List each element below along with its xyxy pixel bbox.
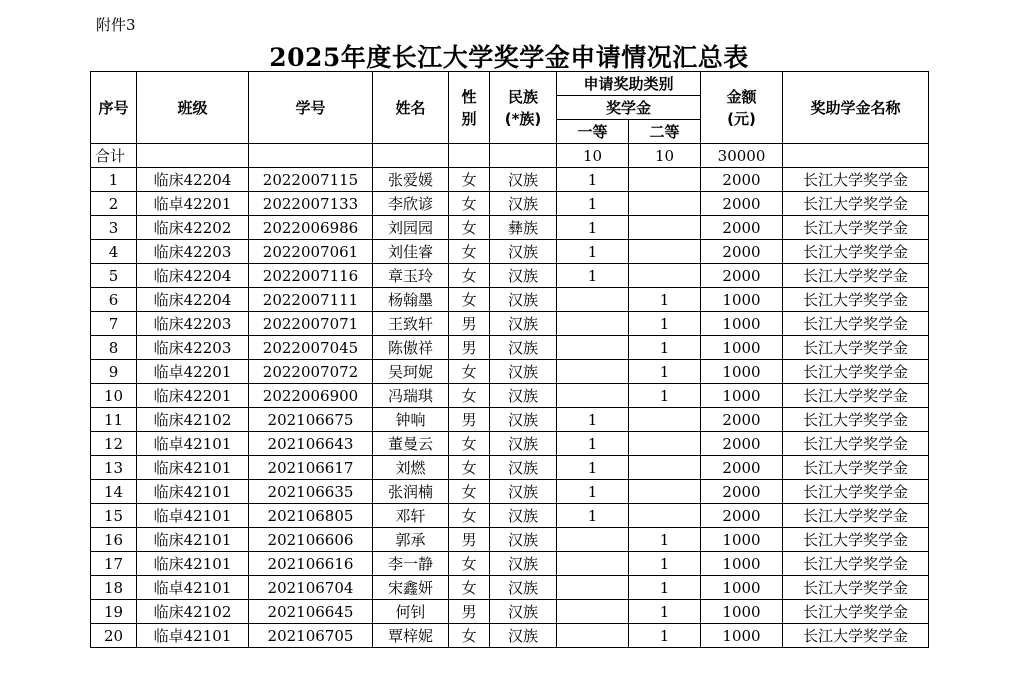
cell-second-class: 1: [629, 288, 701, 312]
cell-award-name: 长江大学奖学金: [783, 264, 929, 288]
cell-first-class: [557, 552, 629, 576]
header-second-class: 二等: [629, 120, 701, 144]
summary-amount-total: 30000: [701, 144, 783, 168]
header-first-class: 一等: [557, 120, 629, 144]
cell-amount: 1000: [701, 624, 783, 648]
cell-class: 临床42101: [137, 552, 249, 576]
cell-seq: 11: [91, 408, 137, 432]
cell-class: 临床42203: [137, 336, 249, 360]
cell-ethnicity: 汉族: [490, 384, 557, 408]
cell-second-class: [629, 192, 701, 216]
cell-seq: 5: [91, 264, 137, 288]
summary-second-total: 10: [629, 144, 701, 168]
cell-seq: 14: [91, 480, 137, 504]
cell-award-name: 长江大学奖学金: [783, 336, 929, 360]
cell-first-class: [557, 288, 629, 312]
cell-seq: 4: [91, 240, 137, 264]
cell-amount: 1000: [701, 576, 783, 600]
cell-name: 陈傲祥: [373, 336, 449, 360]
cell-award-name: 长江大学奖学金: [783, 312, 929, 336]
cell-name: 覃梓妮: [373, 624, 449, 648]
cell-name: 刘燃: [373, 456, 449, 480]
cell-amount: 1000: [701, 336, 783, 360]
cell-first-class: [557, 600, 629, 624]
cell-first-class: [557, 528, 629, 552]
cell-seq: 2: [91, 192, 137, 216]
cell-amount: 2000: [701, 240, 783, 264]
table-row: [91, 408, 929, 432]
table-row: [91, 288, 929, 312]
cell-class: 临床42102: [137, 408, 249, 432]
cell-gender: 女: [449, 384, 490, 408]
attachment-label: 附件3: [96, 16, 136, 34]
cell-ethnicity: 汉族: [490, 336, 557, 360]
cell-student-id: 2022006986: [249, 216, 373, 240]
cell-name: 吴珂妮: [373, 360, 449, 384]
cell-award-name: 长江大学奖学金: [783, 408, 929, 432]
cell-gender: 女: [449, 168, 490, 192]
summary-empty: [249, 144, 373, 168]
cell-class: 临卓42101: [137, 504, 249, 528]
cell-award-name: 长江大学奖学金: [783, 240, 929, 264]
page-title: 2025年度长江大学奖学金申请情况汇总表: [269, 43, 749, 72]
cell-first-class: 1: [557, 240, 629, 264]
cell-second-class: [629, 168, 701, 192]
cell-student-id: 202106643: [249, 432, 373, 456]
cell-second-class: [629, 504, 701, 528]
header-gender-line1: 性: [461, 87, 477, 106]
cell-student-id: 202106617: [249, 456, 373, 480]
cell-first-class: [557, 336, 629, 360]
cell-second-class: [629, 480, 701, 504]
cell-gender: 女: [449, 360, 490, 384]
header-amount-line1: 金额: [726, 87, 757, 106]
header-ethnicity: [490, 72, 557, 144]
cell-gender: 男: [449, 528, 490, 552]
cell-name: 李欣谚: [373, 192, 449, 216]
cell-class: 临床42201: [137, 384, 249, 408]
summary-empty: [373, 144, 449, 168]
cell-ethnicity: 汉族: [490, 192, 557, 216]
header-seq: 序号: [91, 72, 137, 144]
summary-empty: [490, 144, 557, 168]
cell-amount: 1000: [701, 552, 783, 576]
cell-class: 临床42101: [137, 456, 249, 480]
table-row: [91, 216, 929, 240]
cell-name: 董曼云: [373, 432, 449, 456]
header-name: 姓名: [373, 72, 449, 144]
cell-award-name: 长江大学奖学金: [783, 528, 929, 552]
cell-first-class: 1: [557, 504, 629, 528]
cell-second-class: 1: [629, 360, 701, 384]
cell-amount: 2000: [701, 168, 783, 192]
table-row: [91, 480, 929, 504]
table-row: [91, 168, 929, 192]
header-amount: [701, 72, 783, 144]
table-row: [91, 360, 929, 384]
cell-first-class: [557, 360, 629, 384]
cell-ethnicity: 汉族: [490, 624, 557, 648]
header-gender-line2: 别: [461, 109, 477, 128]
table-row: [91, 528, 929, 552]
cell-ethnicity: 汉族: [490, 576, 557, 600]
cell-name: 何钊: [373, 600, 449, 624]
table-row: [91, 384, 929, 408]
summary-row: [91, 144, 929, 168]
cell-amount: 2000: [701, 408, 783, 432]
cell-class: 临床42204: [137, 288, 249, 312]
summary-label: 合计: [91, 144, 137, 168]
cell-seq: 20: [91, 624, 137, 648]
cell-name: 钟响: [373, 408, 449, 432]
header-class: 班级: [137, 72, 249, 144]
cell-class: 临床42102: [137, 600, 249, 624]
header-apply-category: 申请奖助类别: [557, 72, 701, 96]
cell-gender: 女: [449, 624, 490, 648]
cell-ethnicity: 汉族: [490, 408, 557, 432]
cell-second-class: [629, 408, 701, 432]
cell-award-name: 长江大学奖学金: [783, 192, 929, 216]
cell-ethnicity: 汉族: [490, 168, 557, 192]
table-row: [91, 432, 929, 456]
table-row: [91, 504, 929, 528]
cell-name: 张爱媛: [373, 168, 449, 192]
scholarship-table: [90, 71, 929, 648]
cell-gender: 女: [449, 432, 490, 456]
cell-gender: 女: [449, 192, 490, 216]
cell-seq: 3: [91, 216, 137, 240]
cell-amount: 1000: [701, 600, 783, 624]
cell-award-name: 长江大学奖学金: [783, 504, 929, 528]
cell-student-id: 2022007061: [249, 240, 373, 264]
cell-second-class: 1: [629, 528, 701, 552]
cell-name: 邓轩: [373, 504, 449, 528]
cell-student-id: 202106606: [249, 528, 373, 552]
cell-student-id: 2022007072: [249, 360, 373, 384]
summary-empty: [783, 144, 929, 168]
cell-first-class: 1: [557, 216, 629, 240]
cell-award-name: 长江大学奖学金: [783, 432, 929, 456]
cell-first-class: 1: [557, 192, 629, 216]
cell-student-id: 2022007115: [249, 168, 373, 192]
cell-gender: 男: [449, 336, 490, 360]
cell-class: 临床42204: [137, 264, 249, 288]
cell-seq: 13: [91, 456, 137, 480]
summary-empty: [137, 144, 249, 168]
cell-name: 杨翰墨: [373, 288, 449, 312]
cell-class: 临卓42101: [137, 432, 249, 456]
cell-second-class: 1: [629, 624, 701, 648]
cell-gender: 女: [449, 216, 490, 240]
cell-gender: 女: [449, 288, 490, 312]
cell-seq: 1: [91, 168, 137, 192]
cell-ethnicity: 汉族: [490, 600, 557, 624]
cell-class: 临床42203: [137, 312, 249, 336]
cell-amount: 2000: [701, 264, 783, 288]
table-header: [91, 72, 929, 144]
cell-gender: 女: [449, 480, 490, 504]
table-row: [91, 576, 929, 600]
cell-award-name: 长江大学奖学金: [783, 552, 929, 576]
cell-class: 临床42204: [137, 168, 249, 192]
cell-amount: 1000: [701, 312, 783, 336]
cell-class: 临卓42201: [137, 360, 249, 384]
header-student-id: 学号: [249, 72, 373, 144]
cell-amount: 2000: [701, 432, 783, 456]
cell-gender: 男: [449, 408, 490, 432]
cell-seq: 8: [91, 336, 137, 360]
cell-class: 临卓42101: [137, 576, 249, 600]
cell-seq: 9: [91, 360, 137, 384]
header-amount-line2: (元): [727, 109, 756, 128]
table-row: [91, 552, 929, 576]
header-award-name: 奖助学金名称: [783, 72, 929, 144]
cell-gender: 男: [449, 312, 490, 336]
cell-amount: 1000: [701, 360, 783, 384]
cell-student-id: 2022007071: [249, 312, 373, 336]
cell-name: 章玉玲: [373, 264, 449, 288]
cell-award-name: 长江大学奖学金: [783, 168, 929, 192]
cell-ethnicity: 汉族: [490, 312, 557, 336]
cell-ethnicity: 汉族: [490, 360, 557, 384]
cell-second-class: 1: [629, 384, 701, 408]
cell-second-class: 1: [629, 600, 701, 624]
cell-name: 李一静: [373, 552, 449, 576]
cell-student-id: 202106635: [249, 480, 373, 504]
cell-student-id: 202106805: [249, 504, 373, 528]
cell-ethnicity: 汉族: [490, 240, 557, 264]
cell-award-name: 长江大学奖学金: [783, 456, 929, 480]
header-ethnicity-line1: 民族: [507, 87, 538, 106]
cell-ethnicity: 汉族: [490, 480, 557, 504]
cell-class: 临床42101: [137, 480, 249, 504]
cell-ethnicity: 汉族: [490, 264, 557, 288]
cell-second-class: [629, 432, 701, 456]
table-row: [91, 192, 929, 216]
cell-class: 临卓42101: [137, 624, 249, 648]
cell-first-class: 1: [557, 480, 629, 504]
cell-second-class: 1: [629, 552, 701, 576]
header-scholarship: 奖学金: [557, 96, 701, 120]
summary-empty: [449, 144, 490, 168]
cell-award-name: 长江大学奖学金: [783, 576, 929, 600]
cell-second-class: [629, 240, 701, 264]
header-ethnicity-line2: (*族): [504, 109, 542, 128]
cell-amount: 1000: [701, 384, 783, 408]
cell-first-class: 1: [557, 168, 629, 192]
cell-student-id: 202106616: [249, 552, 373, 576]
cell-student-id: 202106705: [249, 624, 373, 648]
table-row: [91, 624, 929, 648]
cell-gender: 女: [449, 552, 490, 576]
cell-award-name: 长江大学奖学金: [783, 600, 929, 624]
cell-second-class: [629, 264, 701, 288]
cell-amount: 2000: [701, 216, 783, 240]
cell-amount: 2000: [701, 456, 783, 480]
cell-gender: 女: [449, 264, 490, 288]
cell-second-class: [629, 456, 701, 480]
cell-award-name: 长江大学奖学金: [783, 360, 929, 384]
table-row: [91, 240, 929, 264]
cell-class: 临床42101: [137, 528, 249, 552]
cell-student-id: 2022007133: [249, 192, 373, 216]
cell-name: 刘园园: [373, 216, 449, 240]
cell-student-id: 202106675: [249, 408, 373, 432]
cell-first-class: 1: [557, 432, 629, 456]
cell-award-name: 长江大学奖学金: [783, 384, 929, 408]
cell-seq: 17: [91, 552, 137, 576]
cell-name: 王致轩: [373, 312, 449, 336]
cell-seq: 18: [91, 576, 137, 600]
cell-seq: 19: [91, 600, 137, 624]
data-rows: [91, 168, 929, 648]
cell-name: 郭承: [373, 528, 449, 552]
cell-ethnicity: 彝族: [490, 216, 557, 240]
table-row: [91, 600, 929, 624]
cell-second-class: 1: [629, 312, 701, 336]
cell-award-name: 长江大学奖学金: [783, 216, 929, 240]
table-row: [91, 456, 929, 480]
cell-student-id: 2022006900: [249, 384, 373, 408]
cell-amount: 1000: [701, 528, 783, 552]
cell-student-id: 2022007045: [249, 336, 373, 360]
cell-class: 临床42203: [137, 240, 249, 264]
cell-name: 张润楠: [373, 480, 449, 504]
cell-award-name: 长江大学奖学金: [783, 480, 929, 504]
cell-ethnicity: 汉族: [490, 504, 557, 528]
cell-amount: 1000: [701, 288, 783, 312]
cell-second-class: 1: [629, 576, 701, 600]
cell-seq: 7: [91, 312, 137, 336]
cell-student-id: 2022007111: [249, 288, 373, 312]
cell-first-class: 1: [557, 456, 629, 480]
cell-seq: 16: [91, 528, 137, 552]
cell-seq: 6: [91, 288, 137, 312]
cell-student-id: 202106704: [249, 576, 373, 600]
cell-ethnicity: 汉族: [490, 288, 557, 312]
cell-first-class: [557, 312, 629, 336]
header-gender: [449, 72, 490, 144]
cell-second-class: 1: [629, 336, 701, 360]
cell-class: 临床42202: [137, 216, 249, 240]
cell-gender: 男: [449, 600, 490, 624]
cell-seq: 12: [91, 432, 137, 456]
cell-gender: 女: [449, 576, 490, 600]
cell-name: 刘佳睿: [373, 240, 449, 264]
cell-ethnicity: 汉族: [490, 432, 557, 456]
cell-amount: 2000: [701, 480, 783, 504]
cell-first-class: 1: [557, 408, 629, 432]
table-row: [91, 264, 929, 288]
cell-award-name: 长江大学奖学金: [783, 288, 929, 312]
cell-first-class: [557, 576, 629, 600]
cell-student-id: 2022007116: [249, 264, 373, 288]
cell-seq: 15: [91, 504, 137, 528]
cell-first-class: [557, 384, 629, 408]
cell-ethnicity: 汉族: [490, 528, 557, 552]
cell-first-class: 1: [557, 264, 629, 288]
summary-first-total: 10: [557, 144, 629, 168]
cell-amount: 2000: [701, 192, 783, 216]
cell-seq: 10: [91, 384, 137, 408]
cell-ethnicity: 汉族: [490, 456, 557, 480]
cell-student-id: 202106645: [249, 600, 373, 624]
cell-name: 宋鑫妍: [373, 576, 449, 600]
cell-class: 临卓42201: [137, 192, 249, 216]
cell-name: 冯瑞琪: [373, 384, 449, 408]
cell-first-class: [557, 624, 629, 648]
cell-gender: 女: [449, 504, 490, 528]
cell-second-class: [629, 216, 701, 240]
table-row: [91, 312, 929, 336]
cell-amount: 2000: [701, 504, 783, 528]
cell-gender: 女: [449, 456, 490, 480]
cell-ethnicity: 汉族: [490, 552, 557, 576]
cell-gender: 女: [449, 240, 490, 264]
cell-award-name: 长江大学奖学金: [783, 624, 929, 648]
table-row: [91, 336, 929, 360]
